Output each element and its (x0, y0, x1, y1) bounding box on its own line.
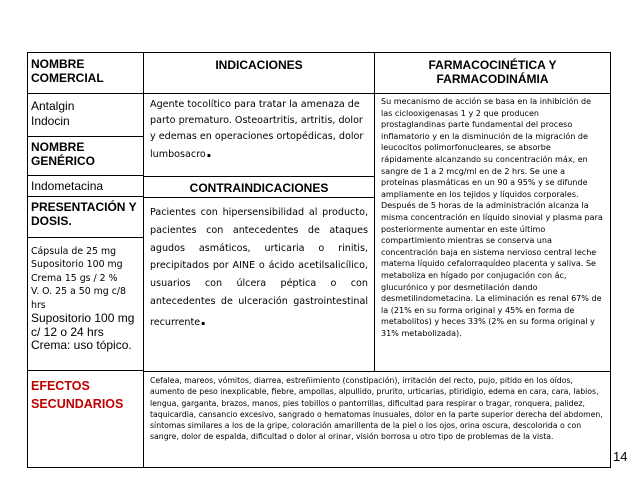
indicaciones-body: Agente tocolítico para tratar la amenaza de parto prematuro. Osteoartritis, artritis, dolor y edemas en operaciones ortopédicas, dolor lumbosacro (150, 99, 364, 161)
presentacion-line-3: Crema 15 gs / 2 % (31, 272, 118, 284)
presentacion-line-7: c/ 12 o 24 hrs (31, 324, 104, 339)
presentacion-line-1: Cápsula de 25 mg (31, 246, 117, 257)
nombre-generico-header-label: NOMBRE GENÉRICO (31, 140, 96, 168)
contraindicaciones-body: Pacientes con hipersensibilidad al producto, pacientes con antecedentes de ataques agudos asmáticos, urticaria o rinitis, precipitados por AINE o ácido acetilsalicílico, usuarios con úlcera péptica o con antecedentes de ulceración gastrointestinal recurrente (150, 207, 368, 328)
nombre-generico-header (27, 136, 144, 176)
presentacion-header (27, 196, 144, 238)
indicaciones-text (150, 97, 368, 163)
farmaco-header (374, 52, 611, 94)
farmaco-header-line-1: FARMACOCINÉTICA Y (428, 58, 557, 72)
presentacion-line-5: hrs (31, 299, 46, 311)
efectos-header (27, 370, 144, 468)
efectos-cell (143, 371, 611, 468)
presentacion-cell (27, 237, 144, 371)
farmaco-header-line-2: FARMACODINÁMIA (436, 72, 549, 86)
presentacion-line-4: V. O. 25 a 50 mg c/8 (31, 286, 127, 298)
nombre-comercial-header-label: NOMBRE COMERCIAL (31, 57, 104, 85)
farmaco-text: Su mecanismo de acción se basa en la inhibición de las ciclooxigenasas 1 y 2 que producen prostaglandinas parte fundamental del proceso inflamatorio y en la disminución de la migración de leucocitos polimorfonucleares, se absorbe rápidamente alcanzando su concentración máx, en sangre de 1 a 2 mcg/ml en de 2 hrs. Se une a proteínas plasmáticas en un 90 a 95% y se difunde ampliamente en los tejidos y líquidos corporales. Después de 5 horas de la administración alcanza la misma concentración en líquido sinovial y plasma para posteriormente aumentar en este último compartimiento mientras se conserva una concentración baja en sistema nervioso central leche materna líquido cefalorraquídeo placenta y saliva. Se metaboliza en hígado por conjugación con ác, glucurónico y por desmetilación dando desmetilindometacina. La eliminación es renal 67% de la (21% en su forma original y 45% en forma de metabolitos) y heces 33% (2% en su forma original y 31% metabolizada). (381, 97, 603, 338)
contraindicaciones-header-label: CONTRAINDICACIONES (189, 181, 329, 195)
contraindicaciones-header (143, 176, 375, 198)
indicaciones-cell (143, 93, 375, 177)
indicaciones-end: . (205, 142, 212, 162)
contraindicaciones-end: . (200, 309, 207, 329)
nombre-comercial-cell (27, 93, 144, 137)
presentacion-line-8: Crema: uso tópico. (31, 338, 132, 353)
nombre-comercial-1: Antalgin (31, 99, 75, 113)
indicaciones-header (143, 52, 375, 94)
nombre-generico-cell (27, 175, 144, 197)
contraindicaciones-text (150, 204, 368, 332)
page-number: 14 (613, 449, 628, 464)
presentacion-line-6: Supositorio 100 mg (31, 311, 135, 326)
presentacion-line-2: Supositorio 100 mg (31, 259, 123, 271)
farmaco-cell (374, 93, 611, 372)
indicaciones-header-label: INDICACIONES (215, 58, 303, 72)
nombre-comercial-2: Indocin (31, 114, 70, 128)
efectos-text: Cefalea, mareos, vómitos, diarrea, estreñimiento (constipación), irritación del recto, pujo, pitido en los oídos, aumento de peso inexplicable, fiebre, ampollas, alpullido, prurito, urticarias, ptiridigio, edema en cara, cara, labios, lengua, garganta, brazos, manos, pies tobillos o pantorrillas, dificultad para respirar o tragar, ronquera, palidez, taquicardia, cansancio excesivo, sangrado o hematomas inusuales, dolor en la parte superior derecha del abdomen, síntomas similares a los de la gripe, coloración amarillenta de la piel o los ojos, orina oscura, descolorida o con sangre, dolor de espalda, dificultad o dolor al orinar, visión borrosa u otro tipo de problemas de la vista. (150, 376, 603, 442)
presentacion-header-label: PRESENTACIÓN Y DOSIS. (31, 200, 137, 228)
nombre-generico-value: Indometacina (31, 179, 104, 193)
nombre-comercial-header (27, 52, 144, 94)
contraindicaciones-cell (143, 197, 375, 372)
efectos-header-label: EFECTOS SECUNDARIOS (31, 379, 124, 411)
